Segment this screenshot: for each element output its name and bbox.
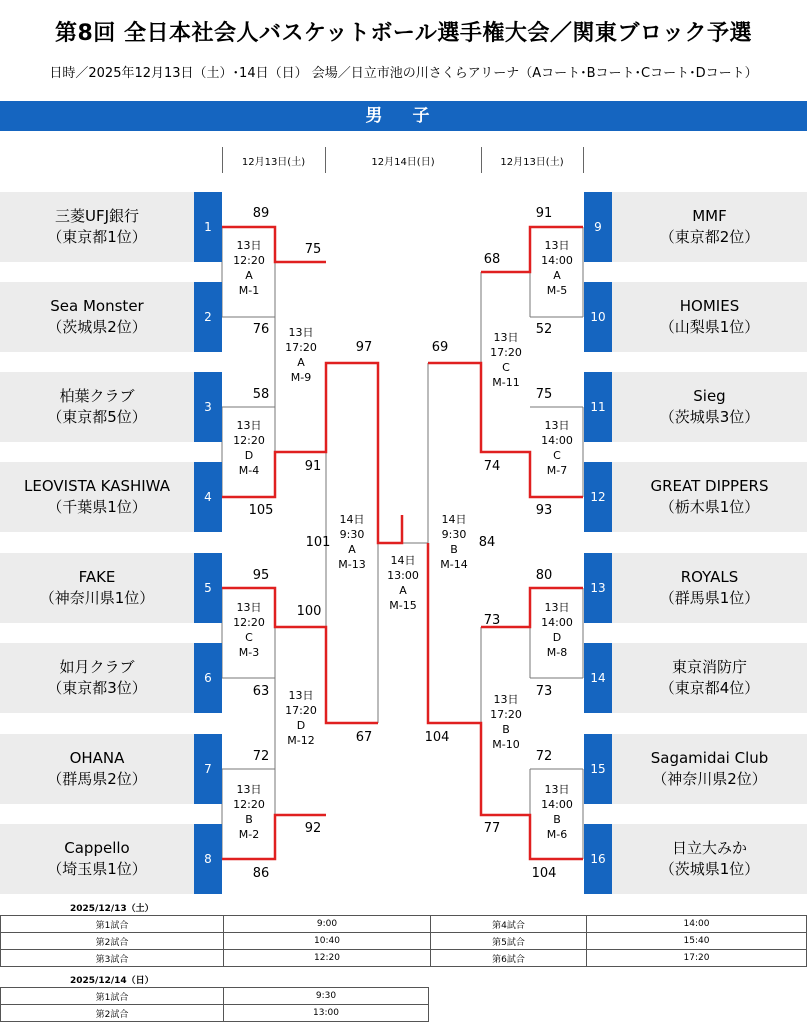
score: 84 [478,535,496,550]
team-pref: （東京都4位） [659,679,760,697]
schedule-date-day1: 2025/12/13（土） [70,904,154,914]
team-name: 三菱UFJ銀行 [54,207,140,225]
match-id: M-15 [389,599,417,612]
score: 75 [304,242,322,257]
team-pref: （千葉県1位） [47,498,147,516]
table-cell: 9:00 [224,916,431,933]
match-info-m3 [224,600,274,660]
match-id: M-6 [546,828,568,841]
score: 63 [252,684,270,699]
team-name: 如月クラブ [59,658,135,676]
score: 72 [535,749,553,764]
team-pref: （茨城県2位） [47,318,147,336]
score: 95 [252,568,270,583]
table-row [1,1005,429,1022]
team-pref: （東京都1位） [47,228,147,246]
team-pref: （神奈川県1位） [39,589,155,607]
table-cell: 17:20 [587,950,807,967]
team-pref: （神奈川県2位） [652,770,767,788]
match-day: 13日 [493,693,519,706]
match-id: M-2 [238,828,260,841]
score: 100 [296,604,322,619]
team-pref: （茨城県1位） [659,860,760,878]
match-info-m13 [327,512,377,572]
team-pref: （群馬県2位） [47,770,147,788]
team-slot-11 [612,372,807,442]
team-name: 東京消防庁 [671,658,747,676]
match-id: M-5 [546,284,568,297]
match-time: 17:20 [285,341,317,354]
team-slot-9 [612,192,807,262]
match-day: 13日 [544,601,570,614]
table-row [1,916,807,933]
match-time: 13:00 [387,569,419,582]
match-time: 14:00 [541,616,573,629]
seed-badge-6: 6 [194,643,222,713]
match-court: A [399,584,407,597]
match-id: M-4 [238,464,260,477]
team-slot-10 [612,282,807,352]
match-day: 14日 [339,513,365,526]
match-info-m8 [532,600,582,660]
team-slot-7 [0,734,194,804]
score: 73 [483,613,501,628]
match-time: 17:20 [490,346,522,359]
score: 58 [252,387,270,402]
match-day: 13日 [493,331,519,344]
table-cell: 14:00 [587,916,807,933]
team-slot-6 [0,643,194,713]
team-name: 日立大みか [671,839,747,857]
seed-badge-2: 2 [194,282,222,352]
score: 91 [535,206,553,221]
schedule-table-day1 [0,915,807,967]
match-id: M-14 [440,558,468,571]
schedule-date-day2: 2025/12/14（日） [70,976,154,986]
table-cell: 9:30 [224,988,429,1005]
match-id: M-3 [238,646,260,659]
match-court: B [450,543,458,556]
score: 91 [304,459,322,474]
table-row [1,988,429,1005]
score: 73 [535,684,553,699]
table-cell: 13:00 [224,1005,429,1022]
section-header-men: 男 子 [0,101,807,131]
match-time: 12:20 [233,798,265,811]
team-name: Sea Monster [50,297,144,315]
match-info-m2 [224,782,274,842]
table-row [1,950,807,967]
score: 52 [535,322,553,337]
team-slot-2 [0,282,194,352]
match-time: 14:00 [541,434,573,447]
seed-badge-9: 9 [584,192,612,262]
team-name: OHANA [69,749,125,767]
team-slot-12 [612,462,807,532]
match-time: 12:20 [233,434,265,447]
schedule-table-day2 [0,987,429,1022]
match-time: 12:20 [233,254,265,267]
match-info-m14 [429,512,479,572]
table-cell: 第2試合 [1,933,224,950]
match-court: D [552,631,562,644]
match-time: 17:20 [490,708,522,721]
team-name: Cappello [64,839,130,857]
team-pref: （山梨県1位） [659,318,760,336]
match-court: A [348,543,356,556]
match-id: M-11 [492,376,520,389]
match-info-m15 [378,553,428,613]
table-row [1,933,807,950]
match-info-m5 [532,238,582,298]
match-time: 17:20 [285,704,317,717]
table-cell: 12:20 [224,950,431,967]
match-day: 14日 [390,554,416,567]
score: 93 [535,503,553,518]
score: 104 [424,730,450,745]
team-slot-5 [0,553,194,623]
match-id: M-8 [546,646,568,659]
score: 101 [305,535,331,550]
match-time: 9:30 [441,528,467,541]
team-name: LEOVISTA KASHIWA [24,477,170,495]
team-pref: （茨城県3位） [659,408,760,426]
seed-badge-12: 12 [584,462,612,532]
match-day: 13日 [236,783,262,796]
team-pref: （東京都3位） [47,679,147,697]
seed-badge-11: 11 [584,372,612,442]
team-name: ROYALS [680,568,739,586]
team-name: HOMIES [679,297,740,315]
match-court: B [553,813,561,826]
table-cell: 第1試合 [1,916,224,933]
match-court: B [502,723,510,736]
team-pref: （東京都2位） [659,228,760,246]
seed-badge-13: 13 [584,553,612,623]
match-day: 13日 [288,326,314,339]
team-slot-8 [0,824,194,894]
team-name: MMF [692,207,727,225]
team-slot-4 [0,462,194,532]
match-court: C [245,631,253,644]
score: 75 [535,387,553,402]
match-info-m10 [481,692,531,752]
team-slot-13 [612,553,807,623]
match-id: M-13 [338,558,366,571]
seed-badge-8: 8 [194,824,222,894]
seed-badge-4: 4 [194,462,222,532]
seed-badge-7: 7 [194,734,222,804]
score: 77 [483,821,501,836]
match-day: 13日 [288,689,314,702]
date-head-left: 12月13日(土) [241,157,306,168]
match-time: 9:30 [339,528,365,541]
event-info: 日時／2025年12月13日（土）･14日（日） 会場／日立市池の川さくらアリーナ（Aコート･Bコート･Cコート･Dコート） [49,66,758,81]
match-info-m9 [276,325,326,385]
table-cell: 第3試合 [1,950,224,967]
score: 86 [252,866,270,881]
match-day: 13日 [236,239,262,252]
match-time: 14:00 [541,254,573,267]
match-info-m4 [224,418,274,478]
table-cell: 第1試合 [1,988,224,1005]
match-id: M-10 [492,738,520,751]
team-name: GREAT DIPPERS [650,477,769,495]
table-cell: 第5試合 [431,933,587,950]
score: 105 [248,503,274,518]
score: 74 [483,459,501,474]
score: 69 [431,340,449,355]
match-day: 13日 [544,783,570,796]
team-pref: （群馬県1位） [659,589,760,607]
seed-badge-1: 1 [194,192,222,262]
seed-badge-16: 16 [584,824,612,894]
team-pref: （埼玉県1位） [47,860,147,878]
match-info-m12 [276,688,326,748]
match-day: 14日 [441,513,467,526]
page-title: 第8回 全日本社会人バスケットボール選手権大会／関東ブロック予選 [55,21,752,46]
table-cell: 第4試合 [431,916,587,933]
match-id: M-12 [287,734,315,747]
match-court: D [244,449,254,462]
score: 72 [252,749,270,764]
score: 92 [304,821,322,836]
seed-badge-14: 14 [584,643,612,713]
match-id: M-1 [238,284,260,297]
score: 67 [355,730,373,745]
seed-badge-3: 3 [194,372,222,442]
score: 80 [535,568,553,583]
match-court: A [297,356,305,369]
match-day: 13日 [236,419,262,432]
table-cell: 第6試合 [431,950,587,967]
score: 76 [252,322,270,337]
match-court: B [245,813,253,826]
team-slot-14 [612,643,807,713]
table-cell: 15:40 [587,933,807,950]
match-day: 13日 [544,239,570,252]
team-slot-3 [0,372,194,442]
seed-badge-10: 10 [584,282,612,352]
team-name: Sieg [693,387,726,405]
seed-badge-15: 15 [584,734,612,804]
match-court: A [553,269,561,282]
score: 104 [531,866,557,881]
match-court: C [502,361,510,374]
match-court: D [296,719,306,732]
match-info-m6 [532,782,582,842]
match-info-m11 [481,330,531,390]
date-head-right: 12月13日(土) [500,157,564,168]
table-cell: 第2試合 [1,1005,224,1022]
team-name: FAKE [78,568,116,586]
match-day: 13日 [544,419,570,432]
team-name: Sagamidai Club [650,749,769,767]
team-slot-15 [612,734,807,804]
match-id: M-9 [290,371,312,384]
score: 97 [355,340,373,355]
score: 89 [252,206,270,221]
match-court: C [553,449,561,462]
team-slot-1 [0,192,194,262]
match-time: 14:00 [541,798,573,811]
match-info-m7 [532,418,582,478]
team-name: 柏葉クラブ [59,387,135,405]
team-pref: （栃木県1位） [659,498,760,516]
match-time: 12:20 [233,616,265,629]
table-cell: 10:40 [224,933,431,950]
team-pref: （東京都5位） [47,408,147,426]
team-slot-16 [612,824,807,894]
match-day: 13日 [236,601,262,614]
seed-badge-5: 5 [194,553,222,623]
match-court: A [245,269,253,282]
date-head-center: 12月14日(日) [371,157,435,168]
match-id: M-7 [546,464,568,477]
match-info-m1 [224,238,274,298]
score: 68 [483,252,501,267]
